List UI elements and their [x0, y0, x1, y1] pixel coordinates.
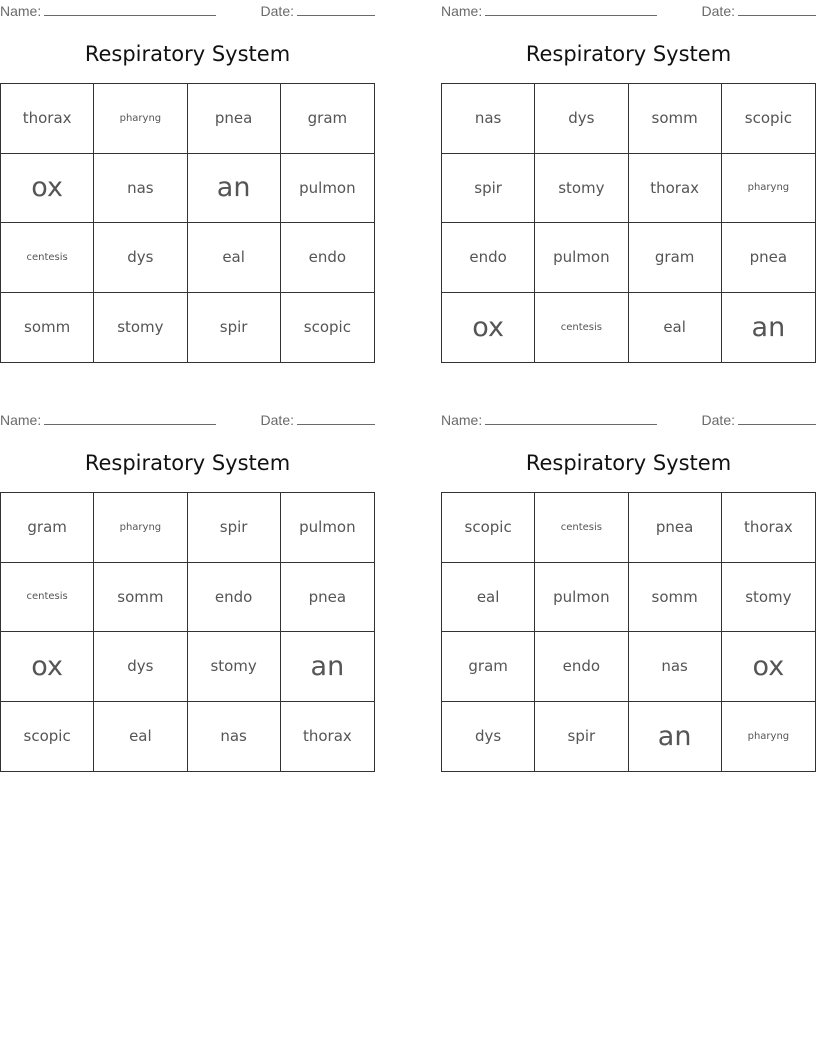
- bingo-cell: ox: [1, 632, 94, 702]
- bingo-cell: pharyng: [722, 154, 815, 224]
- name-field[interactable]: [441, 2, 657, 19]
- bingo-cell: pnea: [722, 223, 815, 293]
- bingo-cell: endo: [188, 563, 281, 633]
- date-label: Date:: [260, 3, 294, 19]
- bingo-cell: nas: [94, 154, 187, 224]
- bingo-cell: centesis: [535, 493, 628, 563]
- bingo-cell: pharyng: [94, 493, 187, 563]
- bingo-cell: eal: [629, 293, 722, 363]
- name-blank-line[interactable]: [485, 2, 657, 16]
- bingo-cell: endo: [442, 223, 535, 293]
- bingo-cell: spir: [188, 493, 281, 563]
- bingo-cell: pulmon: [535, 223, 628, 293]
- name-label: Name:: [0, 3, 42, 19]
- bingo-cell: nas: [629, 632, 722, 702]
- bingo-cell: pulmon: [535, 563, 628, 633]
- date-field[interactable]: [702, 2, 816, 19]
- bingo-card-3: [0, 409, 375, 774]
- bingo-cell: an: [751, 311, 786, 343]
- date-blank-line[interactable]: [297, 2, 375, 16]
- bingo-cell: thorax: [1, 84, 94, 154]
- name-blank-line[interactable]: [44, 2, 216, 16]
- bingo-cell: gram: [281, 84, 374, 154]
- bingo-cell: pnea: [281, 563, 374, 633]
- bingo-cell: centesis: [1, 563, 94, 633]
- bingo-cell: somm: [94, 563, 187, 633]
- bingo-grid: [441, 83, 816, 363]
- card-title: Respiratory System: [84, 42, 291, 66]
- bingo-cell: pnea: [188, 84, 281, 154]
- date-label: Date:: [260, 412, 294, 428]
- bingo-cell: ox: [442, 293, 535, 363]
- name-field[interactable]: [441, 411, 657, 428]
- bingo-cell: scopic: [442, 493, 535, 563]
- bingo-cell: scopic: [722, 84, 815, 154]
- bingo-cell: thorax: [722, 493, 815, 563]
- bingo-cell: eal: [442, 563, 535, 633]
- bingo-card-4: [441, 409, 816, 774]
- name-label: Name:: [0, 412, 42, 428]
- bingo-cell: ox: [722, 632, 815, 702]
- name-blank-line[interactable]: [44, 411, 216, 425]
- bingo-cell: gram: [629, 223, 722, 293]
- bingo-cell: an: [281, 632, 374, 702]
- bingo-grid: [441, 492, 816, 772]
- bingo-cell: pulmon: [281, 493, 374, 563]
- bingo-cell: gram: [442, 632, 535, 702]
- bingo-cell: nas: [442, 84, 535, 154]
- bingo-cell: eal: [188, 223, 281, 293]
- bingo-cell: somm: [629, 563, 722, 633]
- bingo-grid: [0, 492, 375, 772]
- date-label: Date:: [701, 412, 735, 428]
- bingo-cell: dys: [94, 223, 187, 293]
- bingo-cell: somm: [1, 293, 94, 363]
- bingo-cell: eal: [94, 702, 187, 772]
- bingo-cell: centesis: [535, 293, 628, 363]
- date-field[interactable]: [261, 411, 375, 428]
- bingo-cell: stomy: [722, 563, 815, 633]
- bingo-cell: dys: [535, 84, 628, 154]
- bingo-cell: stomy: [535, 154, 628, 224]
- bingo-cell: thorax: [302, 727, 352, 746]
- bingo-cell: endo: [281, 223, 374, 293]
- bingo-cell: gram: [1, 493, 94, 563]
- bingo-cell: an: [629, 702, 722, 772]
- bingo-card-1: [0, 0, 375, 365]
- name-label: Name:: [441, 412, 483, 428]
- bingo-cell: nas: [188, 702, 281, 772]
- date-label: Date:: [701, 3, 735, 19]
- bingo-cell: pulmon: [281, 154, 374, 224]
- bingo-grid: [0, 83, 375, 363]
- bingo-cell: thorax: [629, 154, 722, 224]
- card-title: Respiratory System: [84, 451, 291, 475]
- date-blank-line[interactable]: [738, 411, 816, 425]
- card-title: Respiratory System: [525, 451, 732, 475]
- bingo-cell: spir: [535, 702, 628, 772]
- date-blank-line[interactable]: [738, 2, 816, 16]
- bingo-cell: an: [188, 154, 281, 224]
- bingo-cell: stomy: [94, 293, 187, 363]
- name-field[interactable]: [0, 411, 216, 428]
- bingo-cell: spir: [442, 154, 535, 224]
- date-blank-line[interactable]: [297, 411, 375, 425]
- bingo-cell: endo: [535, 632, 628, 702]
- date-field[interactable]: [261, 2, 375, 19]
- bingo-cell: pharyng: [747, 730, 790, 742]
- bingo-cell: pharyng: [94, 84, 187, 154]
- bingo-cell: dys: [442, 702, 535, 772]
- name-blank-line[interactable]: [485, 411, 657, 425]
- bingo-cell: centesis: [1, 223, 94, 293]
- bingo-card-2: [441, 0, 816, 365]
- bingo-cell: dys: [94, 632, 187, 702]
- date-field[interactable]: [702, 411, 816, 428]
- name-field[interactable]: [0, 2, 216, 19]
- bingo-cell: pnea: [629, 493, 722, 563]
- bingo-cell: stomy: [188, 632, 281, 702]
- bingo-cell: spir: [188, 293, 281, 363]
- bingo-cell: scopic: [1, 702, 94, 772]
- card-title: Respiratory System: [525, 42, 732, 66]
- bingo-cell: scopic: [303, 318, 351, 337]
- bingo-cell: ox: [1, 154, 94, 224]
- bingo-cell: somm: [629, 84, 722, 154]
- name-label: Name:: [441, 3, 483, 19]
